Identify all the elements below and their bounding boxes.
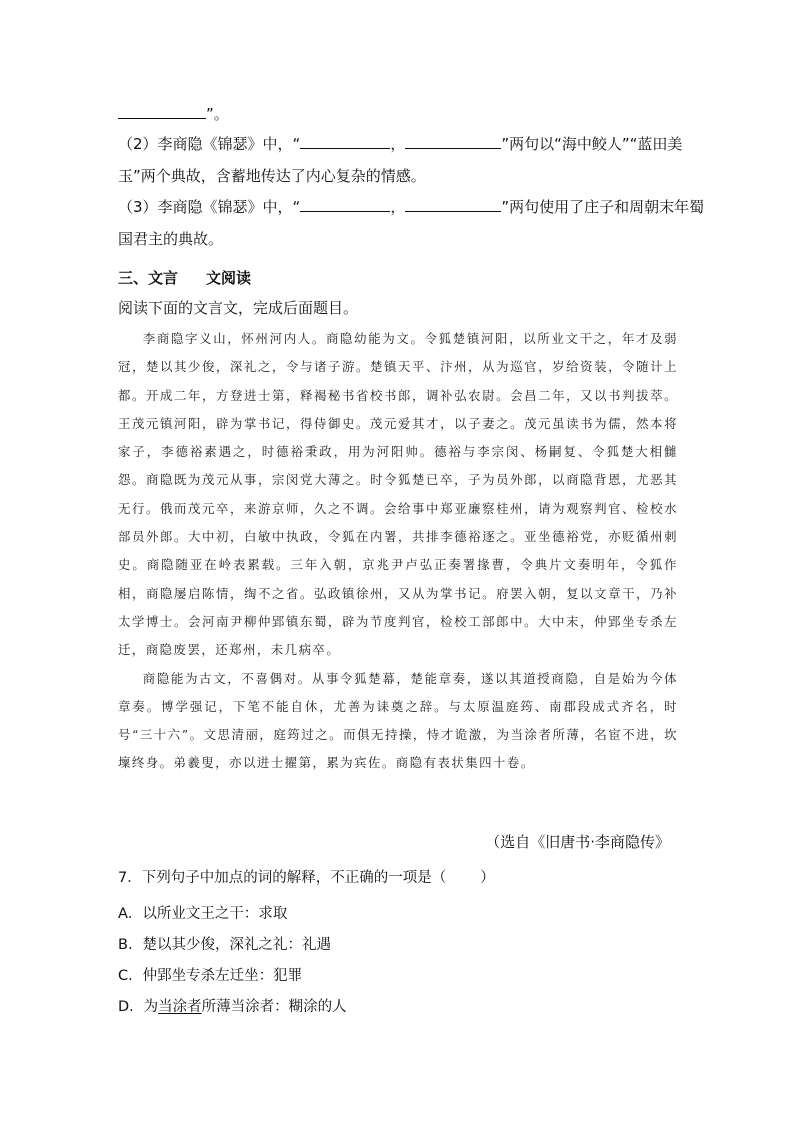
answer-blank[interactable] [405, 134, 501, 149]
section-instruction: 阅读下面的文言文，完成后面题目。 [118, 299, 359, 317]
answer-blank[interactable] [118, 104, 206, 119]
passage-source: （选自《旧唐书·李商隐传》 [485, 833, 670, 851]
option-b[interactable]: B．楚以其少俊，深礼之礼：礼遇 [118, 937, 331, 953]
fill-blank-item-2-continuation: 玉”两个典故，含蓄地传达了内心复杂的情感。 [118, 167, 426, 185]
passage-paragraph: 李商隐字义山，怀州河内人。商隐幼能为文。令狐楚镇河阳，以所业文干之，年才及弱冠，楚以其少俊，深礼之，令与诸子游。楚镇天平、汴州，从为巡官，岁给资装，令随计上都。开成二年，方登进士第，释褐秘书省校书郎，调补弘农尉。会昌二年，又以书判拔萃。王茂元镇河阳，辟为掌书记，得侍御史。茂元爱其才，以子妻之。茂元虽读书为儒，然本将家子，李德裕素遇之，时德裕秉政，用为河阳帅。德裕与李宗闵、杨嗣复、令狐楚大相雠怨。商隐既为茂元从事，宗闵党大薄之。时令狐楚已卒，子为员外郎，以商隐背恩，尤恶其无行。俄而茂元卒，来游京师，久之不调。会给事中郑亚廉察桂州，请为观察判官、检校水部员外郎。大中初，白敏中执政，令狐在内署，共排李德裕逐之。亚坐德裕党，亦贬循州刺史。商隐随亚在岭表累载。三年入朝，京兆尹卢弘正奏署掾曹，令典片文奏明年，令狐作相，商隐屡启陈情，绹不之省。弘政镇徐州，又从为掌书记。府罢入朝，复以文章干，乃补太学博士。会河南尹柳仲郢镇东蜀，辟为节度判官，检校工部郎中。大中末，仲郢坐专杀左迁，商隐废罢，还郑州，未几病卒。 [118, 331, 678, 658]
option-a[interactable]: A．以所业文王之干：求取 [118, 906, 288, 922]
answer-blank[interactable] [300, 134, 390, 149]
section-heading: 三、文言 文阅读 [118, 269, 252, 287]
fill-blank-item-2: （2）李商隐《锦瑟》中，“ ， ”两句以“海中鲛人”“蓝田美 [118, 135, 683, 153]
answer-blank[interactable] [405, 197, 501, 212]
question-stem: 7．下列句子中加点的词的解释，不正确的一项是（ ） [118, 870, 495, 886]
option-c[interactable]: C．仲郢坐专杀左迁坐：犯罪 [118, 968, 303, 984]
option-d[interactable]: D．为当涂者所薄当涂者：糊涂的人 [118, 999, 347, 1015]
fill-blank-line-1: ”。 [118, 104, 229, 124]
answer-blank[interactable] [300, 197, 390, 212]
underlined-term: 当涂者 [158, 999, 202, 1015]
passage-paragraph: 商隐能为古文，不喜偶对。从事令狐楚幕，楚能章奏，遂以其道授商隐，自是始为今体章奏。博学强记，下笔不能自休，尤善为诔奠之辞。与太原温庭筠、南郡段成式齐名，时号“三十六”。文思清丽，庭筠过之。而俱无持操，恃才诡激，为当涂者所薄，名宦不进，坎壈终身。弟羲叟，亦以进士擢第，累为宾佐。商隐有表状集四十卷。 [118, 670, 678, 771]
fill-blank-item-3-continuation: 国君主的典故。 [118, 230, 224, 248]
classical-passage [118, 325, 678, 778]
fill-blank-item-3: （3）李商隐《锦瑟》中，“ ， ”两句使用了庄子和周朝末年蜀 [118, 198, 705, 216]
